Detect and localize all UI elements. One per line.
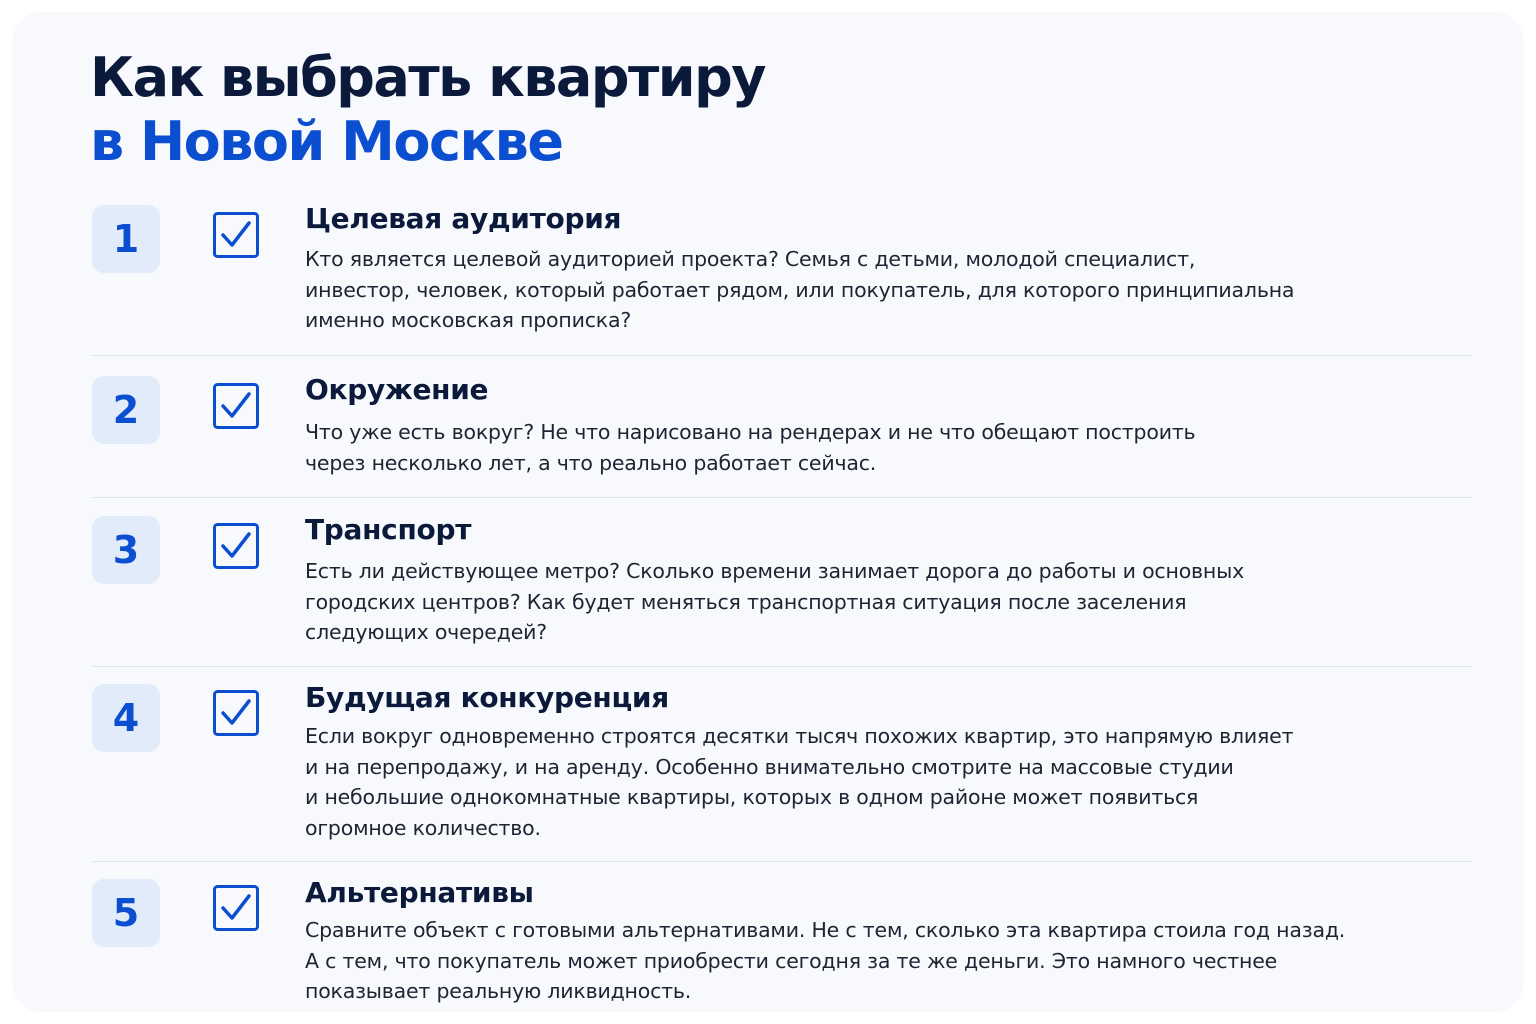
checked-box-icon [213, 383, 259, 429]
divider [92, 497, 1472, 498]
item-description-line: и на перепродажу, и на аренду. Особенно внимательно смотрите на массовые студии [305, 754, 1234, 779]
item-description-line: Кто является целевой аудиторией проекта? Семья с детьми, молодой специалист, [305, 247, 1196, 271]
item-description [305, 915, 1435, 1007]
item-description-line: инвестор, человек, который работает рядом, или покупатель, для которого принципиальна [305, 277, 1295, 302]
item-description-line: через несколько лет, а что реально работает сейчас. [305, 450, 877, 475]
step-number-badge-1: 1 [92, 205, 160, 273]
item-description [305, 556, 1435, 648]
step-number-badge-5: 5 [92, 879, 160, 947]
item-description-line: огромное количество. [305, 815, 541, 840]
item-description-line: именно московская прописка? [305, 308, 631, 332]
item-description-line: А с тем, что покупатель может приобрести сегодня за те же деньги. Это намного честнее [305, 948, 1278, 973]
page-title-line-1: Как выбрать квартиру [90, 46, 765, 109]
checked-box-icon [213, 690, 259, 736]
item-description-line: показывает реальную ликвидность. [305, 979, 692, 1003]
divider [92, 666, 1472, 667]
item-description-line: и небольшие однокомнатные квартиры, которых в одном районе может появиться [305, 785, 1199, 809]
checked-box-icon [213, 885, 259, 931]
item-description [305, 721, 1435, 843]
item-description-line: следующих очередей? [305, 620, 547, 644]
item-description [305, 244, 1435, 336]
item-title: Транспорт [305, 513, 472, 546]
item-title: Альтернативы [305, 876, 534, 909]
step-number-badge-4: 4 [92, 684, 160, 752]
item-description-line: городских центров? Как будет меняться транспортная ситуация после заселения [305, 589, 1187, 614]
item-title: Будущая конкуренция [305, 681, 669, 714]
item-description-line: Сравните объект с готовыми альтернативами. Не с тем, сколько эта квартира стоила год назад. [305, 918, 1346, 942]
item-description-line: Если вокруг одновременно строятся десятки тысяч похожих квартир, это напрямую влияет [305, 724, 1294, 748]
item-description [305, 417, 1435, 478]
item-description-line: Что уже есть вокруг? Не что нарисовано на рендерах и не что обещают построить [305, 420, 1196, 444]
step-number-badge-2: 2 [92, 376, 160, 444]
divider [92, 355, 1472, 356]
step-number-badge-3: 3 [92, 516, 160, 584]
divider [92, 861, 1472, 862]
page-title-line-2: в Новой Москве [90, 110, 563, 173]
page-title [90, 46, 765, 174]
item-title: Целевая аудитория [305, 202, 622, 235]
item-title: Окружение [305, 373, 489, 406]
item-description-line: Есть ли действующее метро? Сколько времени занимает дорога до работы и основных [305, 559, 1245, 583]
checked-box-icon [213, 523, 259, 569]
checked-box-icon [213, 212, 259, 258]
